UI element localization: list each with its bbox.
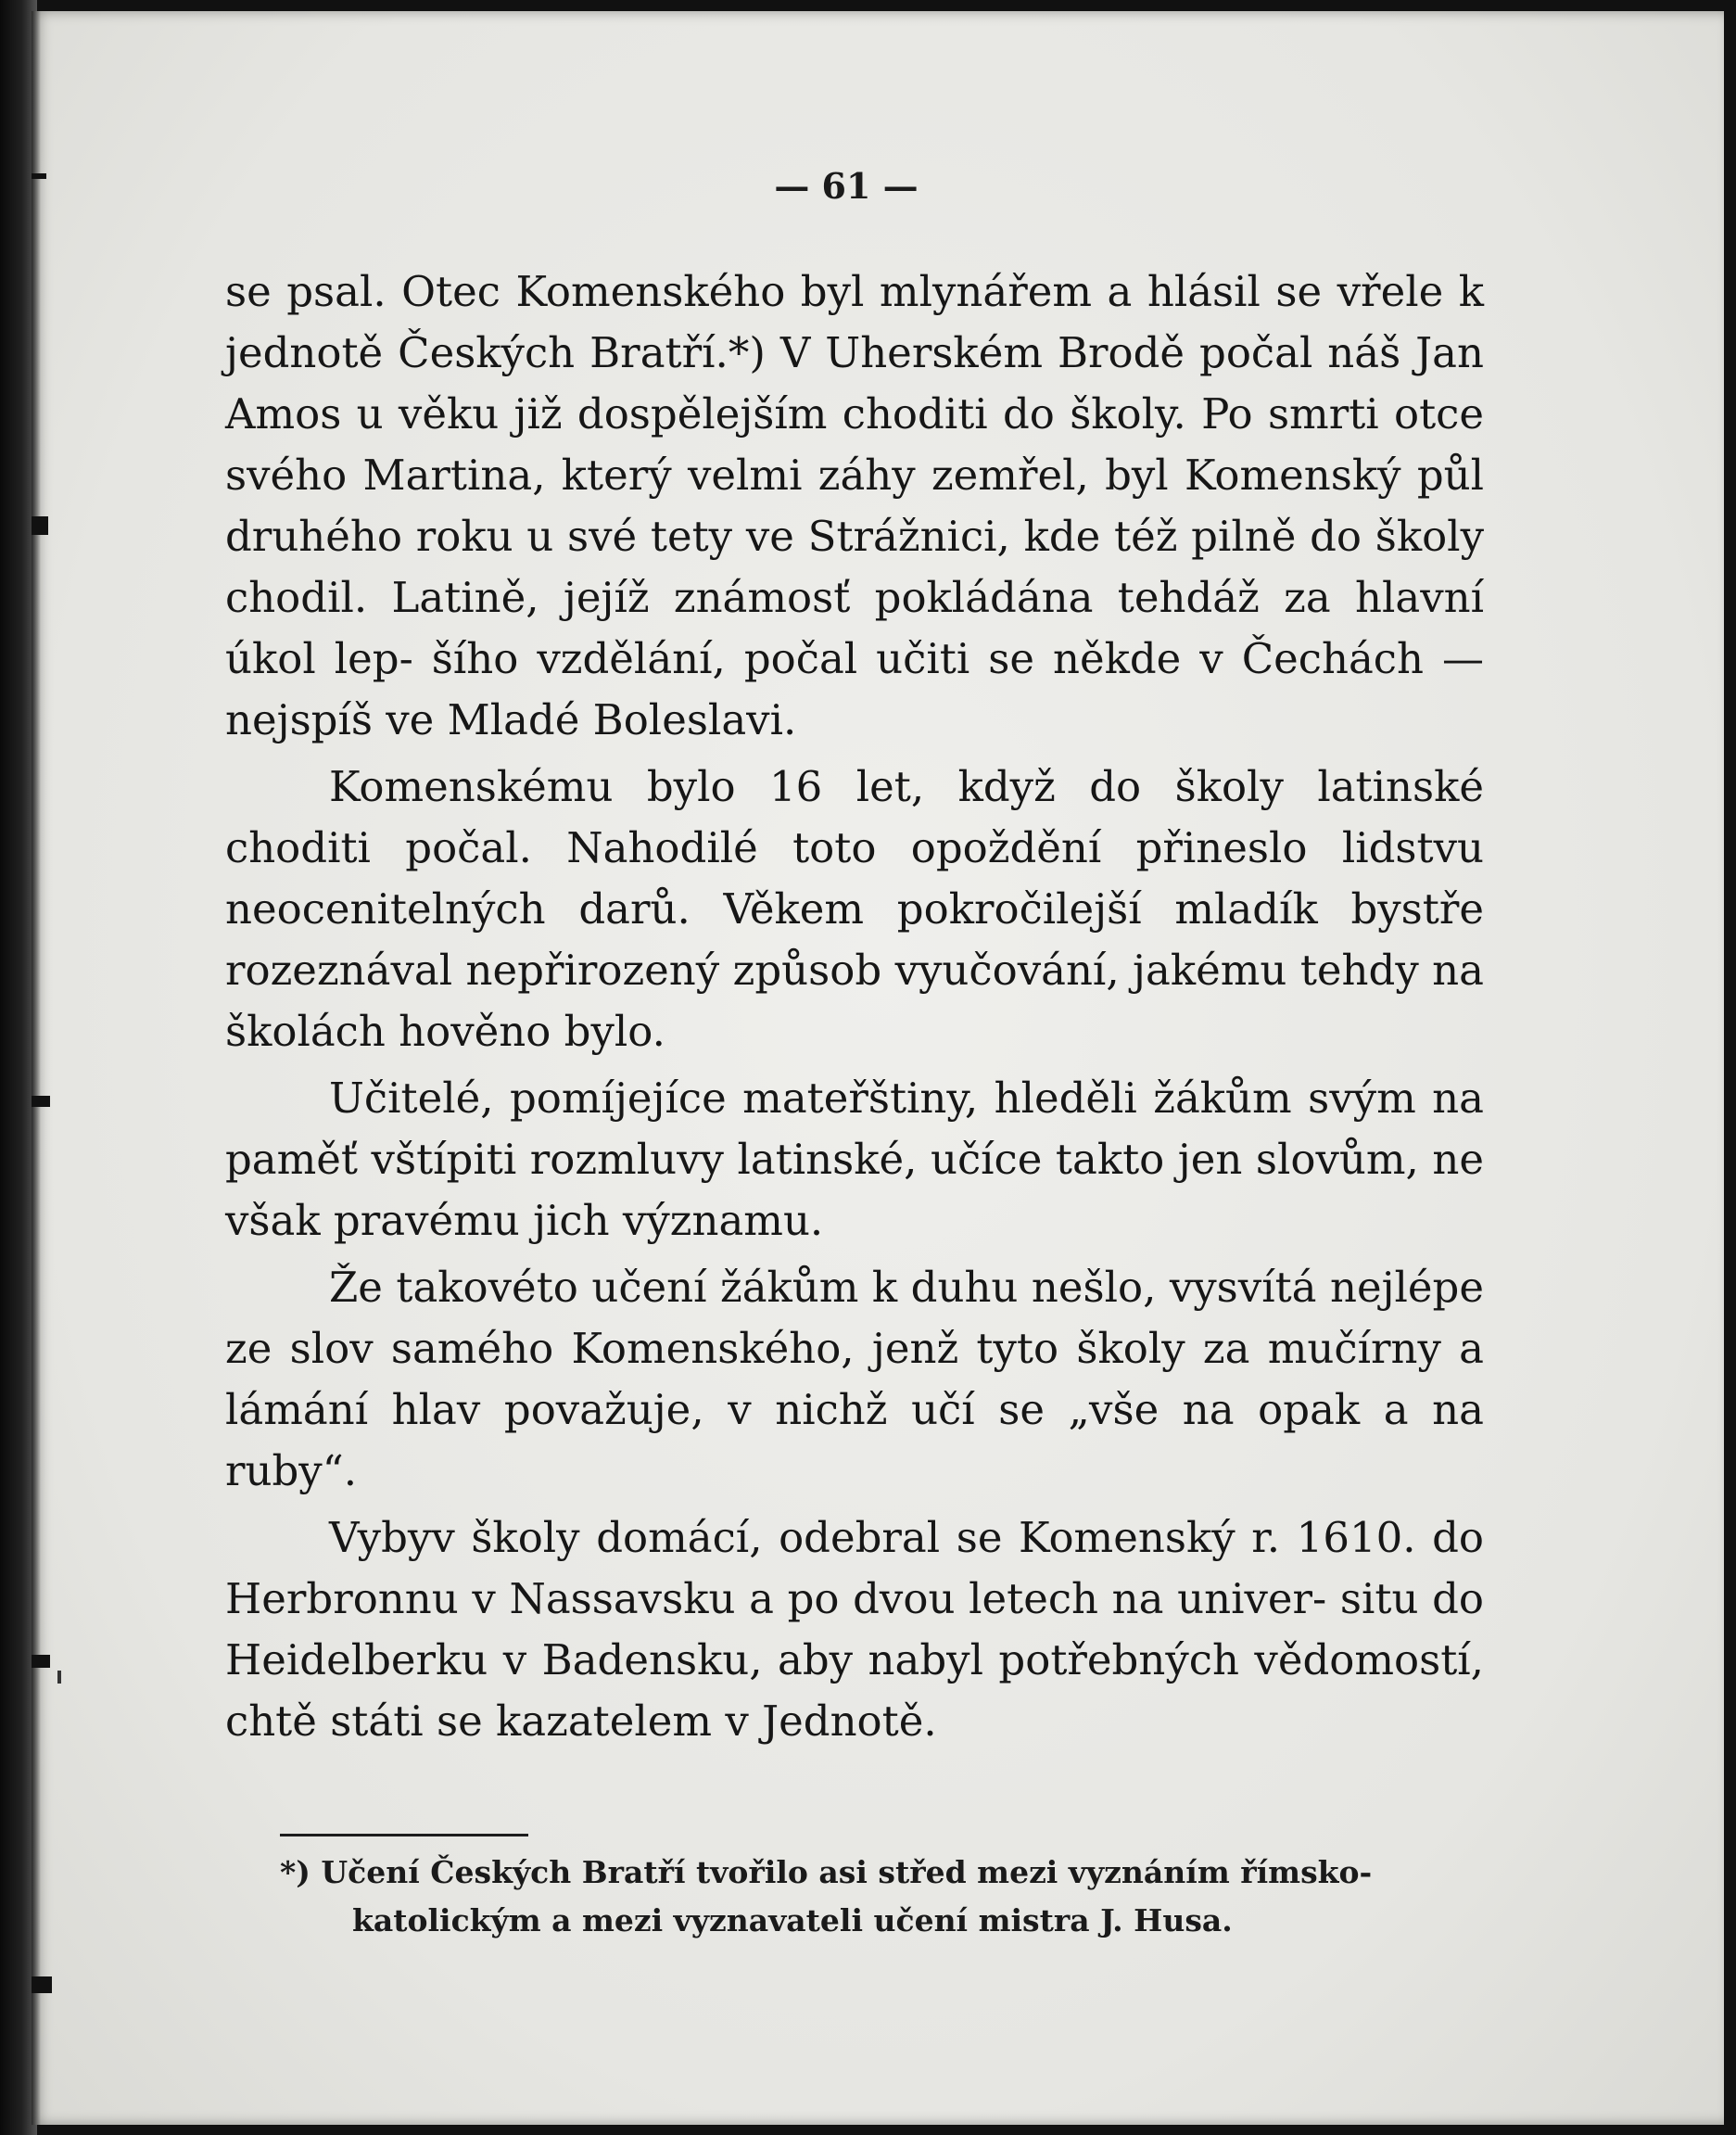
- body-text: [225, 261, 1484, 1752]
- paragraph-1: se psal. Otec Komenského byl mlynářem a hlásil se vřele k jednotě Českých Bratří.*) V Uherském Brodě počal náš Jan Amos u věku již dospělejším choditi do školy. Po smrti otce svého Martina, který velmi záhy zemřel, byl Komenský půl druhého roku u své tety ve Strážnici, kde též pilně do školy chodil. Latině, jejíž známosť pokládána tehdáž za hlavní úkol lep- šího vzdělání, počal učiti se někde v Čechách — nejspíš ve Mladé Boleslavi.: [225, 267, 1484, 744]
- paragraph-5: Vybyv školy domácí, odebral se Komenský r. 1610. do Herbronnu v Nassavsku a po dvou letech na univer- situ do Heidelberku v Badensku, aby nabyl potřebných vědomostí, chtě státi se kazatelem v Jednotě.: [225, 1513, 1484, 1746]
- binding-marks: [32, 11, 87, 2125]
- footnote-rule: [280, 1834, 528, 1836]
- page-number: — 61 —: [774, 165, 919, 207]
- footnote-line-2: katolickým a mezi vyznavateli učení mistra J. Husa.: [352, 1902, 1233, 1938]
- paragraph-4: Že takovéto učení žákům k duhu nešlo, vysvítá nejlépe ze slov samého Komenského, jenž tyto školy za mučírny a lámání hlav považuje, v nichž učí se „vše na opak a na ruby“.: [225, 1263, 1484, 1495]
- paragraph-2: Komenskému bylo 16 let, když do školy latinské choditi počal. Nahodilé toto opoždění přineslo lidstvu neocenitelných darů. Věkem pokročilejší mladík bystře rozeznával nepřirozený způsob vyučování, jakému tehdy na školách hověno bylo.: [225, 762, 1484, 1056]
- paragraph-3: Učitelé, pomíjejíce mateřštiny, hleděli žákům svým na paměť vštípiti rozmluvy latinské, učíce takto jen slovům, ne však pravému jich významu.: [225, 1074, 1484, 1245]
- footnote: [280, 1849, 1513, 1945]
- footnote-line-1: *) Učení Českých Bratří tvořilo asi střed mezi vyznáním římsko-: [280, 1854, 1373, 1890]
